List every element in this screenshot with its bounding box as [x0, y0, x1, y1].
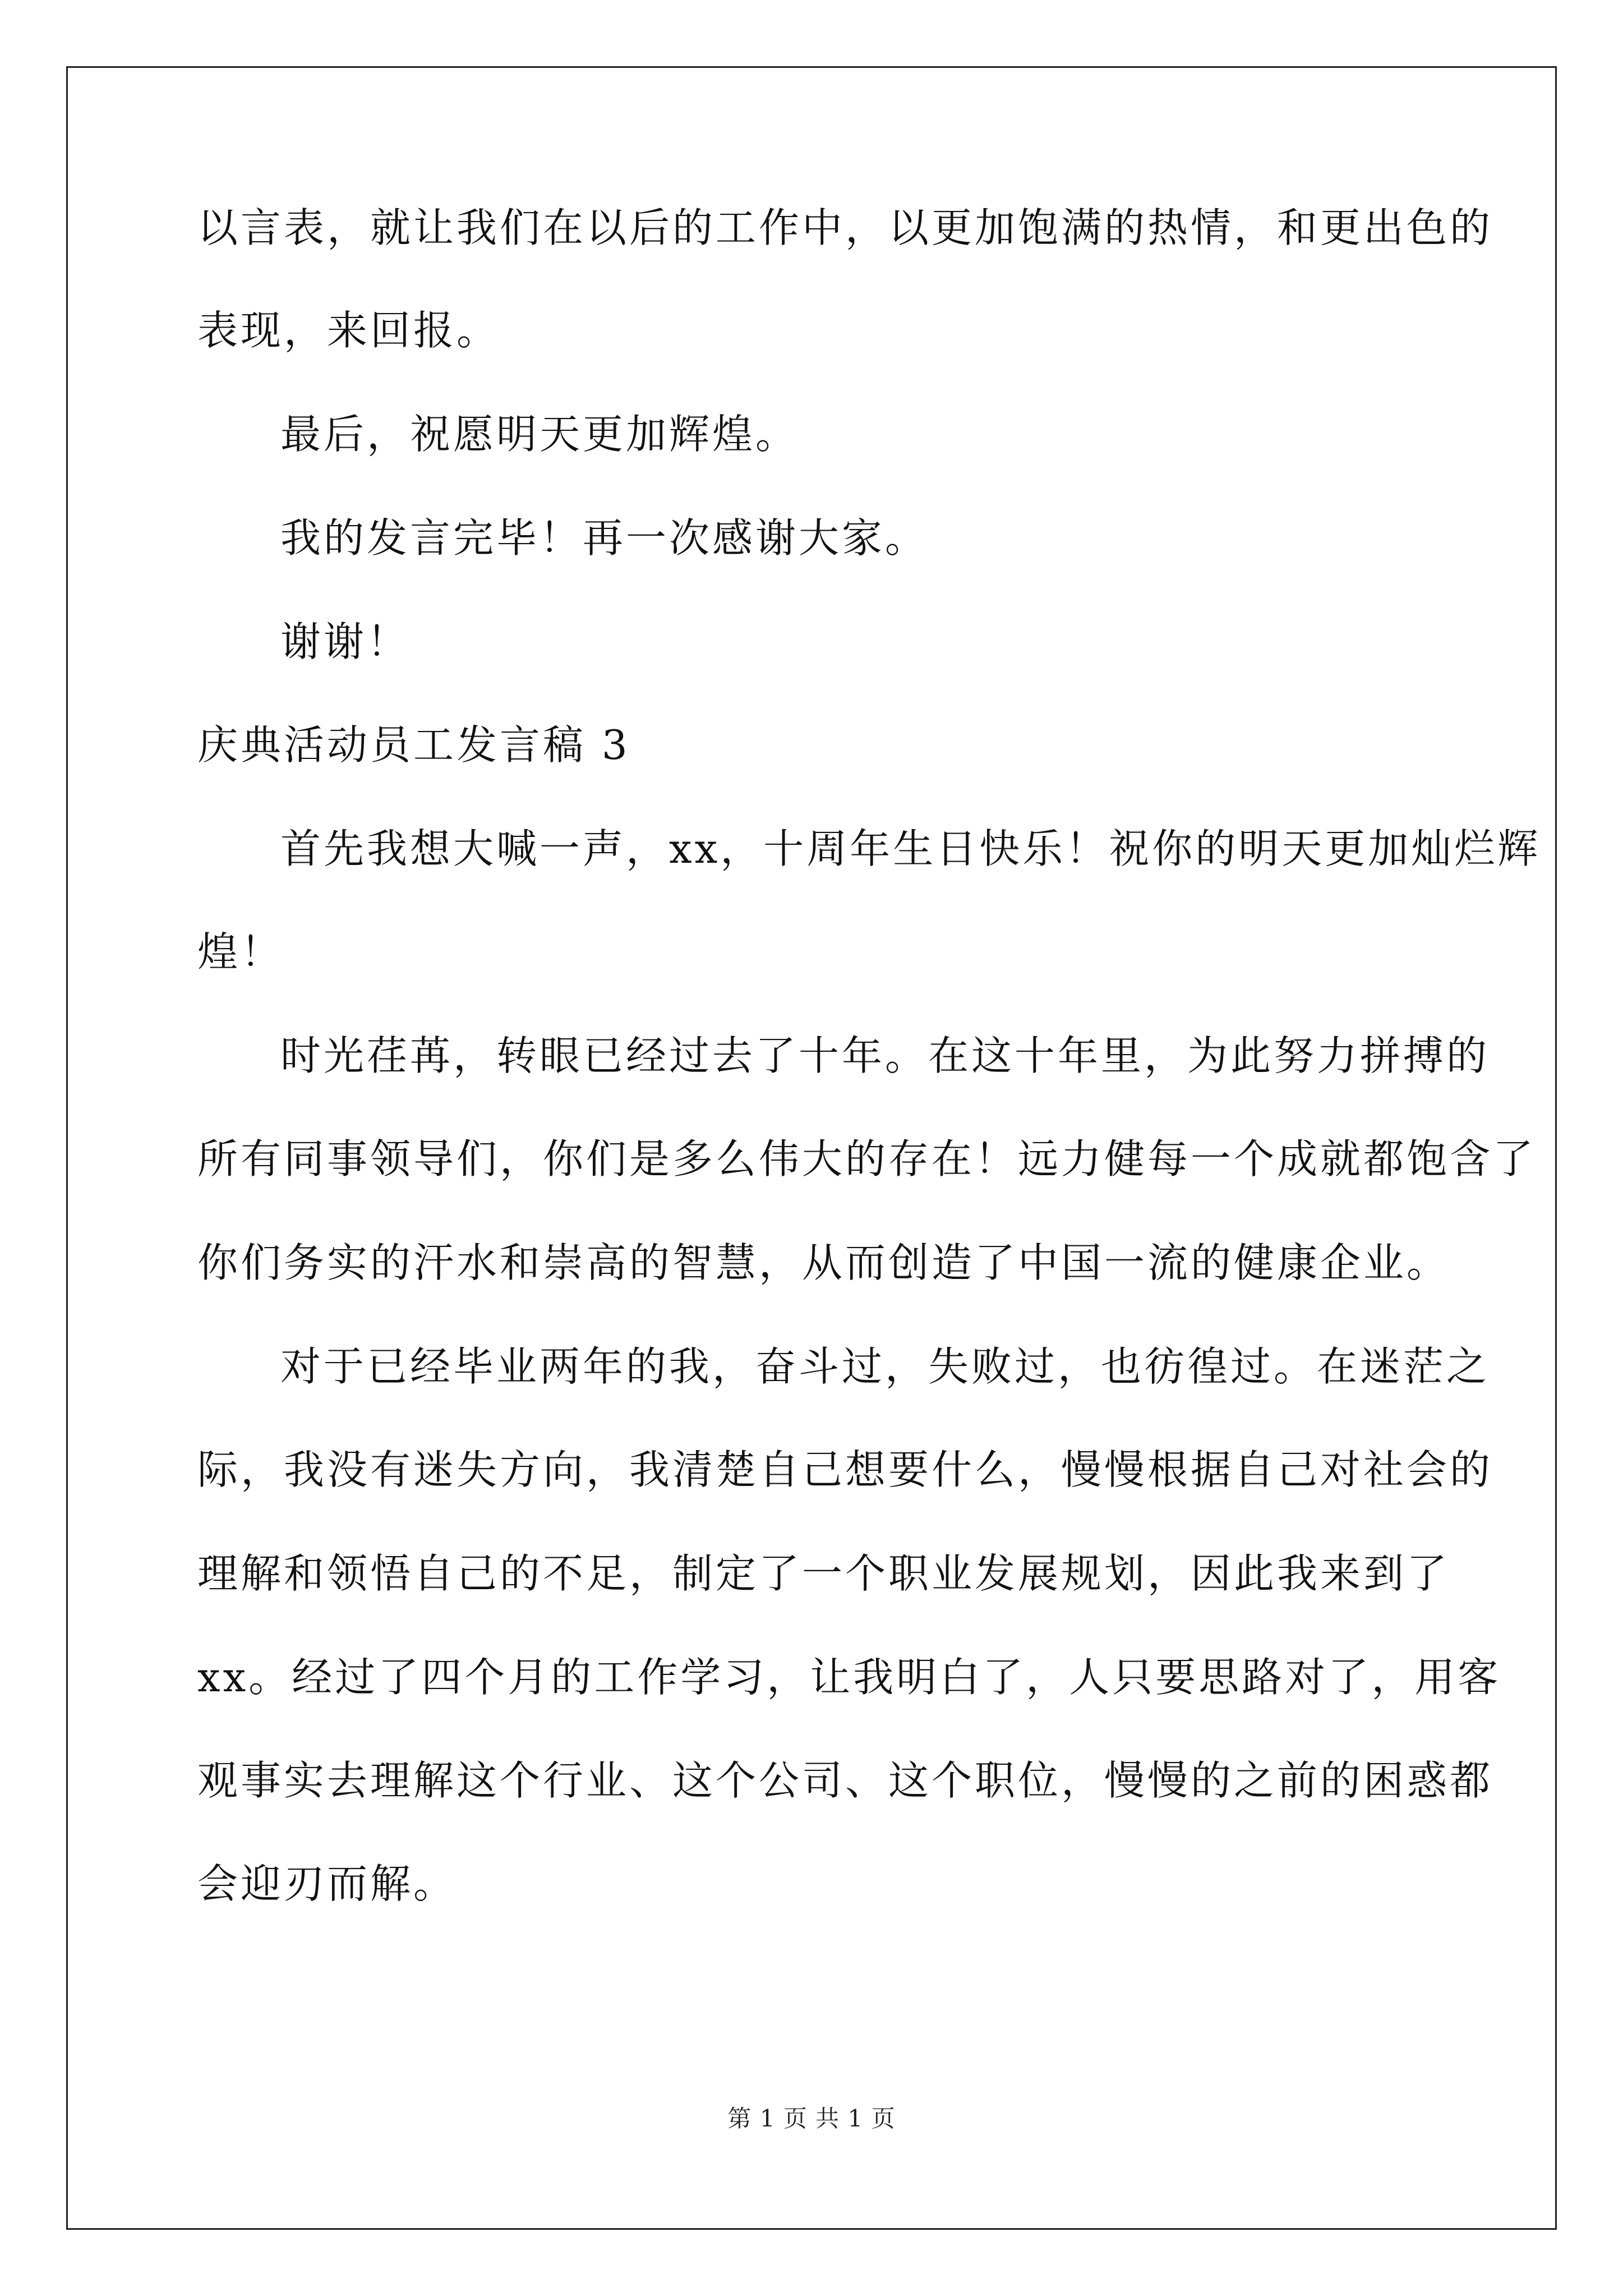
paragraph-line: 会迎刃而解。	[197, 1860, 457, 1907]
paragraph-line: 最后，祝愿明天更加辉煌。	[280, 411, 799, 458]
paragraph-line: 以言表，就让我们在以后的工作中，以更加饱满的热情，和更出色的	[197, 204, 1493, 251]
paragraph-line: 表现，来回报。	[197, 307, 500, 354]
page-footer: 第 1 页 共 1 页	[727, 2105, 896, 2132]
paragraph-line: 时光荏苒，转眼已经过去了十年。在这十年里，为此努力拼搏的	[280, 1032, 1490, 1079]
paragraph-line: 际，我没有迷失方向，我清楚自己想要什么，慢慢根据自己对社会的	[197, 1446, 1493, 1493]
paragraph-line: 首先我想大喊一声，xx，十周年生日快乐！祝你的明天更加灿烂辉	[280, 825, 1541, 872]
section-heading: 庆典活动员工发言稿 3	[197, 721, 630, 769]
paragraph-line: 观事实去理解这个行业、这个公司、这个职位，慢慢的之前的困惑都	[197, 1757, 1493, 1804]
paragraph-line: 我的发言完毕！再一次感谢大家。	[280, 514, 929, 562]
paragraph-line: 煌！	[197, 928, 284, 976]
paragraph-line: 谢谢！	[280, 618, 411, 665]
paragraph-line: 对于已经毕业两年的我，奋斗过，失败过，也彷徨过。在迷茫之	[280, 1343, 1490, 1390]
paragraph-line: xx。经过了四个月的工作学习，让我明白了，人只要思路对了，用客	[197, 1654, 1501, 1701]
paragraph-line: 你们务实的汗水和崇高的智慧，从而创造了中国一流的健康企业。	[197, 1239, 1450, 1286]
paragraph-line: 所有同事领导们，你们是多么伟大的存在！远力健每一个成就都饱含了	[197, 1135, 1537, 1182]
paragraph-line: 理解和领悟自己的不足，制定了一个职业发展规划，因此我来到了	[197, 1550, 1450, 1597]
